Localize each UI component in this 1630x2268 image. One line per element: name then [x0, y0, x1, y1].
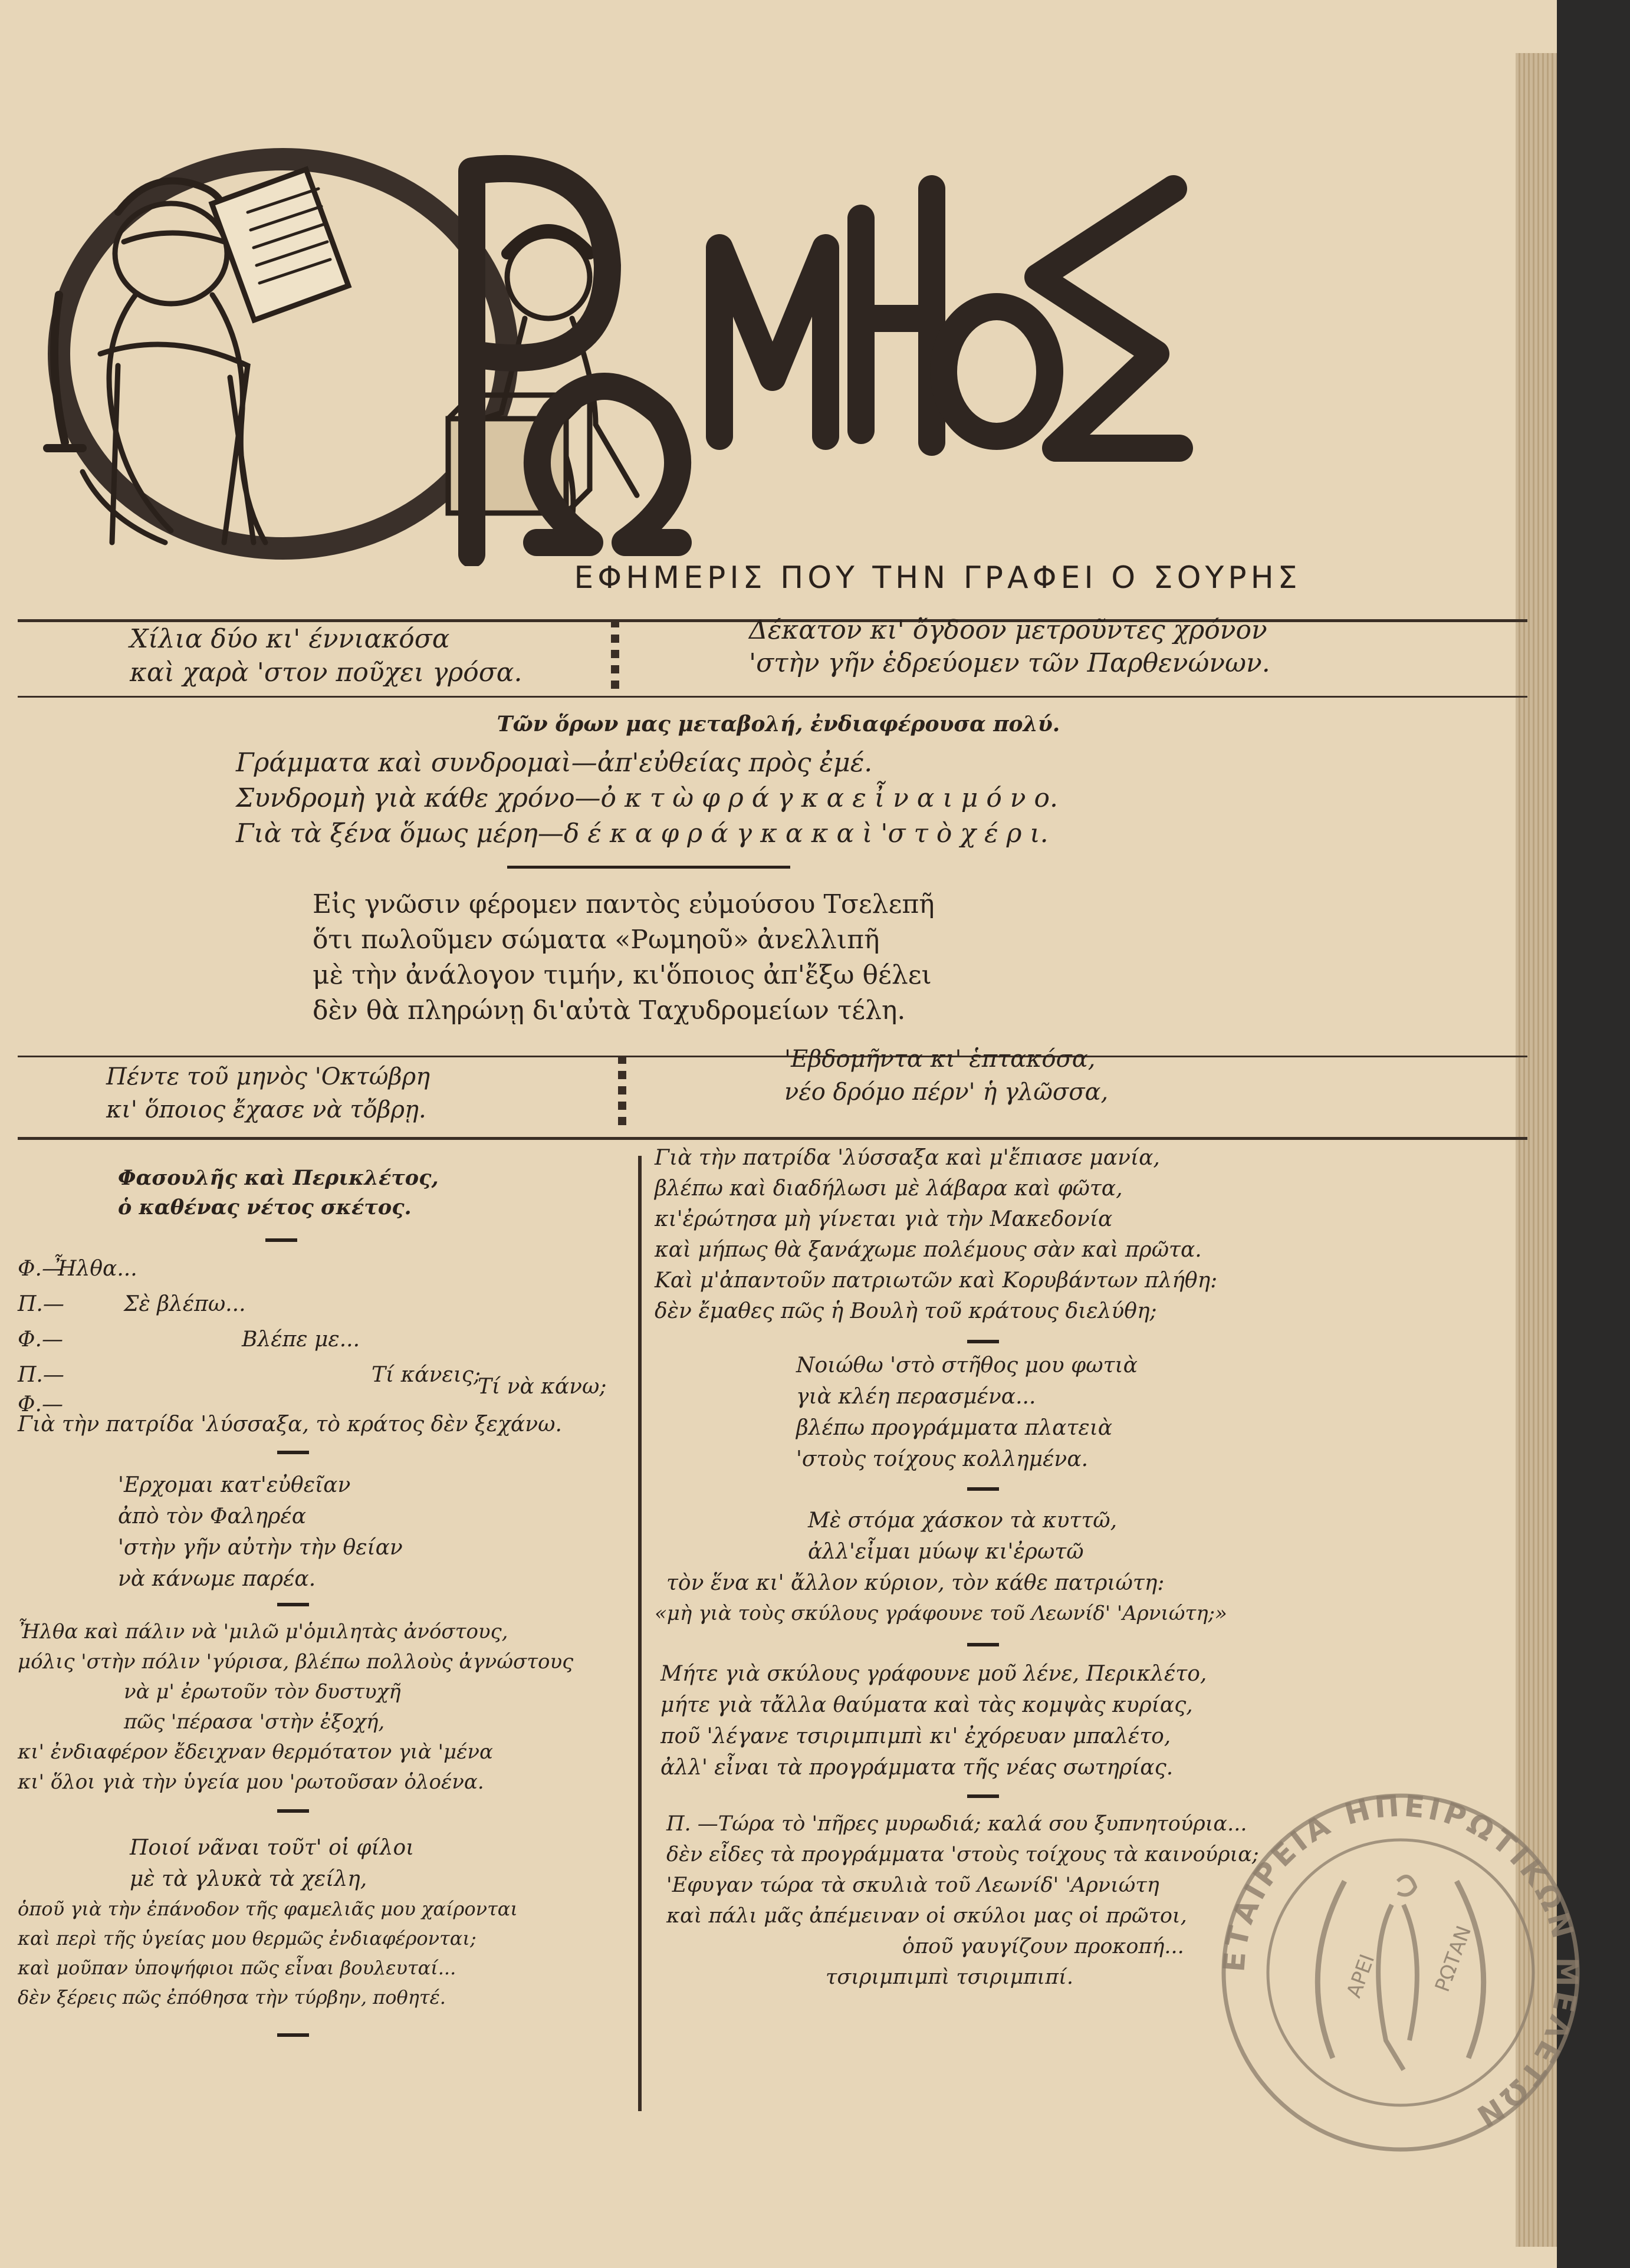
- left-stanza2-line-1: Ἦλθα καὶ πάλιν νὰ 'μιλῶ μ'ὁμιλητὰς ἀνόστους,: [18, 1620, 508, 1644]
- column-divider: [638, 1156, 642, 2111]
- header-right-line-2: 'στὴν γῆν ἑδρεύομεν τῶν Παρθενώνων.: [749, 648, 1270, 678]
- dialogue-text-1: Ἦλθα...: [53, 1257, 137, 1281]
- stamp-center-left-text: ΑΡΕΙ: [1342, 1951, 1380, 2001]
- right-stanza3-line-3: τὸν ἕνα κι' ἄλλον κύριον, τὸν κάθε πατριώτη:: [666, 1571, 1165, 1595]
- left-stanza1-line-2: ἀπὸ τὸν Φαληρέα: [118, 1504, 307, 1529]
- right-dash-2: [967, 1487, 999, 1491]
- dialogue-text-4: Τί κάνεις;: [372, 1363, 481, 1387]
- right-stanza1-line-1: Γιὰ τὴν πατρίδα 'λύσσαξα καὶ μ'ἔπιασε μανία,: [655, 1146, 1160, 1170]
- right-stanza3-line-1: Μὲ στόμα χάσκον τὰ κυττῶ,: [808, 1508, 1118, 1533]
- left-title-line-1: Φασουλῆς καὶ Περικλέτος,: [118, 1166, 439, 1190]
- right-stanza5-line-6: τσιριμπιμπὶ τσιριμπιπί.: [826, 1965, 1073, 1989]
- right-stanza3-line-2: ἀλλ'εἶμαι μύωψ κι'ἐρωτῶ: [808, 1540, 1084, 1564]
- dialogue-speaker-3: Φ.—: [18, 1327, 63, 1352]
- right-stanza5-line-5: ὁποῦ γαυγίζουν προκοπή...: [902, 1935, 1184, 1958]
- left-stanza3-line-5: καὶ μοῦπαν ὑποψήφιοι πῶς εἶναι βουλευταί...: [18, 1957, 456, 1979]
- masthead-subtitle: ΕΦΗΜΕΡΙΣ ΠΟΥ ΤΗΝ ΓΡΑΦΕΙ Ο ΣΟΥΡΗΣ: [574, 560, 1302, 596]
- right-stanza2-line-1: Νοιώθω 'στὸ στῆθος μου φωτιὰ: [796, 1353, 1138, 1378]
- left-stanza3-line-2: μὲ τὰ γλυκὰ τὰ χείλη,: [130, 1867, 367, 1891]
- masthead-logo-title: [389, 118, 1215, 566]
- notice-stanza-line-3: μὲ τὴν ἀνάλογον τιμήν, κι'ὅποιος ἀπ'ἔξω θέλει: [313, 960, 932, 990]
- header-left-line-2: καὶ χαρὰ 'στον ποῦχει γρόσα.: [130, 658, 522, 688]
- date-left-line-2: κι' ὅποιος ἔχασε νὰ τὄβρῃ.: [106, 1096, 426, 1123]
- left-stanza2-line-6: κι' ὅλοι γιὰ τὴν ὑγεία μου 'ρωτοῦσαν ὁλοένα.: [18, 1770, 484, 1794]
- left-stanza2-line-3: νὰ μ' ἐρωτοῦν τὸν δυστυχῆ: [124, 1680, 401, 1704]
- masthead: [35, 118, 1203, 566]
- stamp-ring-text: ΕΤΑΙΡΕΙΑ ΗΠΕΙΡΩΤΙΚΩΝ ΜΕΛΕΤΩΝ: [1217, 1789, 1585, 2135]
- right-stanza2-line-3: βλέπω προγράμματα πλατειὰ: [796, 1416, 1113, 1440]
- library-stamp: [1215, 1787, 1586, 2158]
- date-left-line-1: Πέντε τοῦ μηνὸς 'Οκτώβρη: [106, 1063, 430, 1090]
- notice-title: Τῶν ὅρων μας μεταβολή, ἐνδιαφέρουσα πολύ.: [497, 712, 1060, 737]
- date-divider: [618, 1056, 626, 1126]
- right-stanza5-line-4: καὶ πάλι μᾶς ἀπέμειναν οἱ σκύλοι μας οἱ πρῶτοι,: [666, 1904, 1187, 1928]
- notice-stanza-line-2: ὅτι πωλοῦμεν σώματα «Ρωμηοῦ» ἀνελλιπῆ: [313, 925, 880, 955]
- left-stanza2-line-5: κι' ἐνδιαφέρον ἔδειχναν θερμότατον γιὰ 'μένα: [18, 1740, 493, 1764]
- notice-divider: [507, 866, 790, 869]
- left-dash-1: [277, 1451, 309, 1454]
- left-stanza3-line-4: καὶ περὶ τῆς ὑγείας μου θερμῶς ἐνδιαφέρονται;: [18, 1927, 476, 1950]
- right-stanza5-line-3: 'Εφυγαν τώρα τὰ σκυλιὰ τοῦ Λεωνίδ' 'Αρνιώτη: [666, 1873, 1159, 1897]
- dialogue-text-2: Σὲ βλέπω...: [124, 1292, 246, 1316]
- left-stanza1-line-4: νὰ κάνωμε παρέα.: [118, 1567, 316, 1591]
- date-bottom-rule: [18, 1137, 1527, 1140]
- dialogue-speaker-4: Π.—: [18, 1363, 64, 1387]
- header-left-line-1: Χίλια δύο κι' έννιακόσα: [130, 624, 450, 654]
- left-title-line-2: ὁ καθένας νέτος σκέτος.: [118, 1195, 412, 1220]
- right-dash-4: [967, 1794, 999, 1798]
- notice-line-2: Συνδρομὴ γιὰ κάθε χρόνο—ὀ κ τ ὼ φ ρ ά γ κ α ε ἶ ν α ι μ ό ν ο.: [236, 783, 1059, 813]
- notice-stanza-line-4: δὲν θὰ πληρώνῃ δι'αὐτὰ Ταχυδρομείων τέλη.: [313, 995, 906, 1025]
- date-right-line-1: 'Εβδομῆντα κι' ἑπτακόσα,: [784, 1046, 1096, 1073]
- dialogue-speaker-2: Π.—: [18, 1292, 64, 1316]
- date-rule: [18, 1056, 1527, 1057]
- right-stanza1-line-3: κι'ἐρώτησα μὴ γίνεται γιὰ τὴν Μακεδονία: [655, 1207, 1113, 1231]
- dialogue-speaker-5: Φ.—: [18, 1392, 63, 1416]
- right-stanza1-line-4: καὶ μήπως θὰ ξανάχωμε πολέμους σὰν καὶ πρῶτα.: [655, 1238, 1202, 1262]
- right-stanza4-line-4: ἀλλ' εἶναι τὰ προγράμματα τῆς νέας σωτηρίας.: [660, 1756, 1174, 1780]
- left-stanza3-line-1: Ποιοί νᾶναι τοῦτ' οἱ φίλοι: [130, 1836, 415, 1860]
- right-stanza3-line-4: «μὴ γιὰ τοὺς σκύλους γράφουνε τοῦ Λεωνίδ' 'Αρνιώτη;»: [655, 1602, 1227, 1625]
- left-stanza2-line-4: πῶς 'πέρασα 'στὴν ἐξοχή,: [124, 1710, 385, 1734]
- left-stanza2-line-2: μόλις 'στὴν πόλιν 'γύρισα, βλέπω πολλοὺς ἀγνώστους: [18, 1650, 574, 1674]
- right-stanza4-line-3: ποῦ 'λέγανε τσιριμπιμπὶ κι' ἐχόρευαν μπαλέτο,: [660, 1724, 1171, 1748]
- right-dash-3: [967, 1643, 999, 1646]
- right-stanza5-line-2: δὲν εἶδες τὰ προγράμματα 'στοὺς τοίχους τὰ καινούρια;: [666, 1843, 1259, 1866]
- left-stanza1-line-3: 'στὴν γῆν αὐτὴν τὴν θείαν: [118, 1536, 403, 1560]
- right-stanza2-line-4: 'στοὺς τοίχους κολλημένα.: [796, 1447, 1089, 1471]
- header-right-line-1: Δέκατον κι' ὄγδοον μετροῦντες χρόνον: [749, 615, 1267, 645]
- right-stanza4-line-2: μήτε γιὰ τἄλλα θαύματα καὶ τὰς κομψὰς κυρίας,: [660, 1693, 1193, 1717]
- dialogue-end-line: Γιὰ τὴν πατρίδα 'λύσσαξα, τὸ κράτος δὲν ξεχάνω.: [18, 1412, 562, 1437]
- right-dash-1: [967, 1340, 999, 1343]
- header-divider: [611, 619, 619, 696]
- left-title-dash: [265, 1238, 297, 1242]
- left-dash-2: [277, 1603, 309, 1606]
- header-bottom-rule: [18, 696, 1527, 698]
- dialogue-speaker-1: Φ.—: [18, 1257, 63, 1281]
- dialogue-text-3: Βλέπε με...: [242, 1327, 360, 1352]
- date-right-line-2: νέο δρόμο πέρν' ἡ γλῶσσα,: [784, 1079, 1109, 1106]
- notice-line-3: Γιὰ τὰ ξένα ὅμως μέρη—δ έ κ α φ ρ ά γ κ α κ α ὶ 'σ τ ὸ χ έ ρ ι.: [236, 819, 1049, 849]
- left-stanza1-line-1: 'Ερχομαι κατ'εὐθεῖαν: [118, 1473, 351, 1497]
- right-stanza1-line-6: δὲν ἔμαθες πῶς ἡ Βουλὴ τοῦ κράτους διελύθη;: [655, 1299, 1157, 1323]
- left-dash-4: [277, 2033, 309, 2037]
- right-stanza5-line-1: Π. —Τώρα τὸ 'πῆρες μυρωδιά; καλά σου ξυπνητούρια...: [666, 1812, 1247, 1836]
- right-stanza4-line-1: Μήτε γιὰ σκύλους γράφουνε μοῦ λένε, Περικλέτο,: [660, 1662, 1207, 1686]
- left-dash-3: [277, 1809, 309, 1813]
- right-stanza1-line-2: βλέπω καὶ διαδήλωσι μὲ λάβαρα καὶ φῶτα,: [655, 1176, 1123, 1201]
- stamp-center-right-text: ΡΩΤΑΝ: [1430, 1922, 1477, 1996]
- dialogue-text-5: Τί νὰ κάνω;: [478, 1375, 607, 1399]
- left-stanza3-line-3: ὁποῦ γιὰ τὴν ἐπάνοδον τῆς φαμελιᾶς μου χαίρονται: [18, 1898, 518, 1920]
- right-stanza1-line-5: Καὶ μ'ἀπαντοῦν πατριωτῶν καὶ Κορυβάντων πλήθη:: [655, 1268, 1218, 1293]
- notice-stanza-line-1: Εἰς γνῶσιν φέρομεν παντὸς εὐμούσου Τσελεπῆ: [313, 889, 935, 919]
- notice-line-1: Γράμματα καὶ συνδρομαὶ—ἀπ'εὐθείας πρὸς ἐμέ.: [236, 748, 873, 778]
- right-stanza2-line-2: γιὰ κλέη περασμένα...: [796, 1385, 1036, 1409]
- left-stanza3-line-6: δὲν ξέρεις πῶς ἐπόθησα τὴν τύρβην, ποθητέ.: [18, 1986, 446, 2009]
